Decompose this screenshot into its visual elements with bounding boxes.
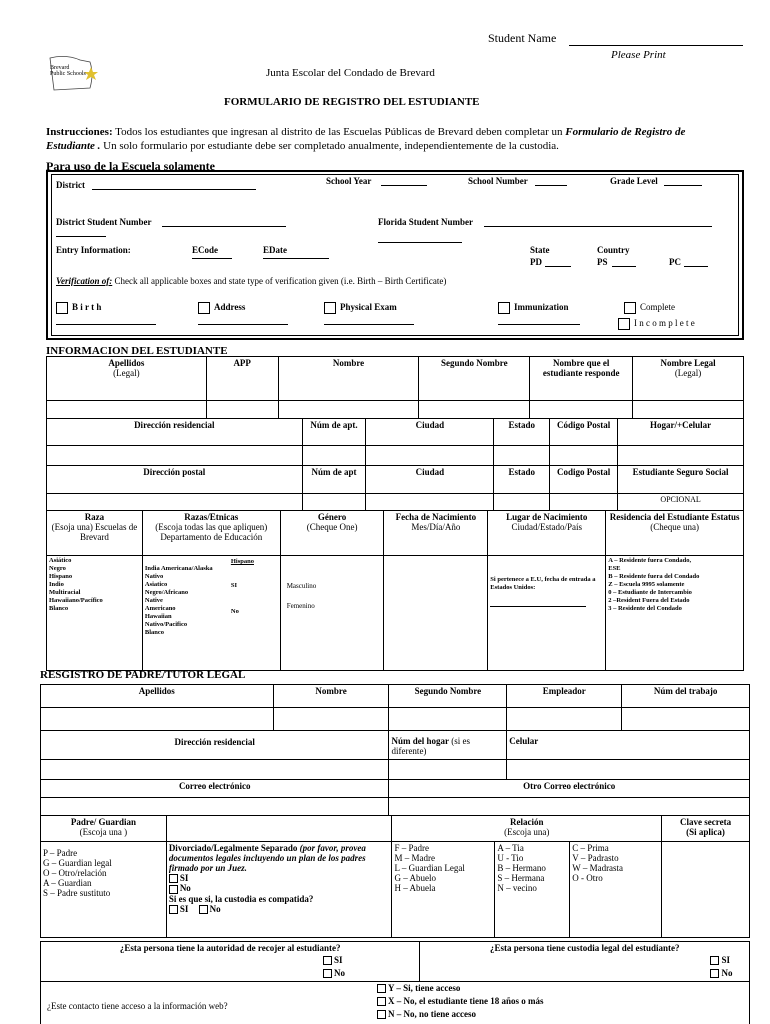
app-header: APP [206,357,278,401]
direccion-header: Dirección residencial [47,419,303,446]
otro-correo-header: Otro Correo electrónico [389,780,750,798]
florida-student-number-label: Florida Student Number [378,217,474,227]
recoger-question: ¿Esta persona tiene la autoridad de recojer al estudiante? [119,943,341,953]
divorciado-no[interactable]: No [169,883,191,893]
app-input[interactable] [206,401,278,419]
apellidos-header: Apellidos (Legal) [47,357,207,401]
verification-line: Verification of: Check all applicable boxes and state type of verification given (i.e. Birth – Birth Certificate) [56,276,447,286]
seguro-social-header: Estudiante Seguro Social [618,466,744,494]
estado-input[interactable] [494,446,550,466]
nombre-input[interactable] [278,401,419,419]
parent-celular-input[interactable] [507,760,750,780]
incomplete-box-icon[interactable] [618,318,630,330]
codigo-header: Código Postal [550,419,618,446]
recoger-si[interactable]: SI [323,955,343,965]
parent-nombre-input[interactable] [273,708,389,731]
custodia-si[interactable]: SI [169,904,189,914]
parent-direccion-input[interactable] [41,760,389,780]
correo-header: Correo electrónico [41,780,389,798]
entry-rule [56,236,106,237]
nombre-header: Nombre [278,357,419,401]
nombre-legal-header: Nombre Legal (Legal) [633,357,744,401]
school-year-field[interactable] [381,185,427,186]
hogar-input[interactable] [618,446,744,466]
raza-options[interactable]: Asiático Negro Hispano Indio Multiracial Hawaiiano/Pacífico Blanco [47,556,143,671]
pd-label: PD [530,257,542,267]
school-use-title: Para uso de la Escuela solamente [46,159,215,173]
ciudad-input[interactable] [366,446,494,466]
school-number-label: School Number [468,176,528,186]
district-label: District [56,180,85,190]
instructions: Instrucciones: Todos los estudiantes que ingresan al distrito de las Escuelas Públicas de Brevard deben completar un Formulario de Registro de Estudiante . Un solo formulario por estudiante debe ser completado anualmente, independientemente de la custodia. [46,126,686,152]
relacion-options-2[interactable]: A – Tia U - Tio B – Hermano S – Hermana N – vecino [495,842,570,938]
state-label: State [530,245,550,255]
grade-level-label: Grade Level [610,176,658,186]
custodia-legal-si[interactable]: SI [710,955,730,965]
ecode-label: ECode [192,245,219,255]
brevard-logo: Brevard Public Schools [46,54,102,94]
district-student-number-field[interactable] [162,226,286,227]
checkbox-icon[interactable] [377,997,386,1006]
fecha-input[interactable] [384,556,488,671]
pickup-table [40,941,750,982]
checkbox-icon[interactable] [169,905,178,914]
postal-header: Dirección postal [47,466,303,494]
divorciado-spacer [166,816,392,842]
checkbox-icon[interactable] [169,874,178,883]
residencia-options[interactable]: A – Residente fuera Condado, ESE B – Residente fuera del Condado Z – Escuela 9995 solamente 0 – Estudiante de Intercambio 2 –Resident Fuera del Estado 3 – Residente del Condado [606,556,744,671]
parent-hogar-header: Núm del hogar (si es diferente) [389,731,507,760]
estado-header: Estado [494,419,550,446]
florida-line-2[interactable] [378,242,462,243]
ciudad2-input[interactable] [366,494,494,511]
school-board: Junta Escolar del Condado de Brevard [266,67,435,79]
codigo2-header: Codigo Postal [550,466,618,494]
entry-information-label: Entry Information: [56,245,131,255]
padre-guardian-header: Padre/ Guardian (Escoja una ) [41,816,167,842]
parent-direccion-header: Dirección residencial [41,731,389,760]
physical-exam-checkbox[interactable]: Physical Exam [324,302,397,314]
immunization-box-icon[interactable] [498,302,510,314]
ecode-field[interactable] [192,258,232,259]
checkbox-icon[interactable] [710,969,719,978]
relacion-options-1[interactable]: F – Padre M – Madre L – Guardian Legal G – Abuelo H – Abuela [392,842,495,938]
physical-field[interactable] [324,324,414,325]
razas-header: Razas/Etnicas (Escoja todas las que apliquen) Departamento de Educación [142,511,280,556]
genero-header: Género (Cheque One) [280,511,384,556]
genero-options[interactable]: Masculino Femenino [280,556,384,671]
nombre-responde-header: Nombre que el estudiante responde [530,357,633,401]
recoger-cell [41,942,420,982]
please-print: Please Print [611,49,666,61]
opcional-label: OPCIONAL [618,494,744,511]
fecha-header: Fecha de Nacimiento Mes/Día/Año [384,511,488,556]
web-question: ¿Este contacto tiene acceso a la información web? [47,1001,228,1011]
address-field[interactable] [198,324,288,325]
address-box-icon[interactable] [198,302,210,314]
otro-correo-input[interactable] [389,798,750,816]
estado2-header: Estado [494,466,550,494]
ps-label: PS [597,257,608,267]
lugar-header: Lugar de Nacimiento Ciudad/Estado/País [488,511,606,556]
segundo-nombre-header: Segundo Nombre [419,357,530,401]
padre-options[interactable]: P – Padre G – Guardian legal O – Otro/relación A – Guardian S – Padre sustituto [41,842,167,938]
student-name-label: Student Name [488,31,557,45]
divorciado-cell[interactable]: Divorciado/Legalmente Separado (por favor, provea documentos legales incluyendo un plan de los padres firmado por un Juez. SI No Si es que si, la custodia es compatida? SI No [166,842,392,938]
apt-input[interactable] [302,446,366,466]
segundo-input[interactable] [419,401,530,419]
correo-input[interactable] [41,798,389,816]
parent-apellidos-header: Apellidos [41,685,274,708]
birth-checkbox[interactable]: B i r t h [56,302,101,314]
district-student-number-label: District Student Number [56,217,152,227]
edate-field[interactable] [263,258,329,259]
student-table [46,356,744,419]
school-use-box [46,170,744,340]
custodia-legal-cell [420,942,750,982]
estado2-input[interactable] [494,494,550,511]
parent-apellidos-input[interactable] [41,708,274,731]
checkbox-icon[interactable] [377,984,386,993]
address-checkbox[interactable]: Address [198,302,245,314]
pc-field[interactable] [684,266,708,267]
apellidos-input[interactable] [47,401,207,419]
grade-level-field[interactable] [664,185,702,186]
clave-input[interactable] [662,842,750,938]
nombre-legal-input[interactable] [633,401,744,419]
florida-student-number-field[interactable] [484,226,712,227]
hispano-label: Hispano [230,558,254,565]
apt-header: Núm de apt. [302,419,366,446]
demographics-table [46,510,744,671]
ps-field[interactable] [612,266,636,267]
checkbox-icon[interactable] [199,905,208,914]
web-access-section [40,981,750,1024]
student-address-table [46,418,744,511]
form-title: FORMULARIO DE REGISTRO DEL ESTUDIANTE [224,96,480,108]
relacion-options-3[interactable]: C – Prima V – Padrasto W – Madrasta O - Otro [570,842,662,938]
country-label: Country [597,245,630,255]
divorciado-si[interactable]: SI [169,873,189,883]
hispano-si[interactable]: SI [230,582,238,589]
parent-hogar-input[interactable] [389,760,507,780]
school-year-label: School Year [326,176,372,186]
physical-box-icon[interactable] [324,302,336,314]
custodia-legal-no[interactable]: No [710,968,732,978]
ciudad-header: Ciudad [366,419,494,446]
student-name-field[interactable] [569,45,743,46]
birth-box-icon[interactable] [56,302,68,314]
residencia-header: Residencia del Estudiante Estatus (Cheque una) [606,511,744,556]
empleador-input[interactable] [507,708,622,731]
custodia-legal-question: ¿Esta persona tiene custodia legal del estudiante? [489,943,680,953]
custodia-no[interactable]: No [199,904,221,914]
recoger-no[interactable]: No [323,968,345,978]
relationship-table [40,815,750,938]
pd-field[interactable] [545,266,571,267]
parent-title: RESGISTRO DE PADRE/TUTOR LEGAL [40,669,246,681]
codigo-input[interactable] [550,446,618,466]
ciudad2-header: Ciudad [366,466,494,494]
codigo2-input[interactable] [550,494,618,511]
apt2-input[interactable] [302,494,366,511]
responde-input[interactable] [530,401,633,419]
immunization-field[interactable] [498,324,580,325]
web-option-n[interactable]: N – No, no tiene acceso [377,1009,476,1019]
trabajo-header: Núm del trabajo [622,685,750,708]
school-number-field[interactable] [535,185,567,186]
web-option-y[interactable]: Y – Si, tiene acceso [377,983,460,993]
edate-label: EDate [263,245,287,255]
lugar-input[interactable]: Si pertenece a E.U, fecha de entrada a Estados Unidos: [488,556,606,671]
complete-box-icon[interactable] [624,302,636,314]
hispano-no[interactable]: No [230,608,239,615]
relacion-header: Relación (Escoja una) [392,816,662,842]
parent-segundo-header: Segundo Nombre [389,685,507,708]
hogar-celular-header: Hogar/+Celular [618,419,744,446]
apt2-header: Núm de apt [302,466,366,494]
parent-segundo-input[interactable] [389,708,507,731]
checkbox-icon[interactable] [323,956,332,965]
pc-label: PC [669,257,681,267]
postal-input[interactable] [47,494,303,511]
web-option-x[interactable]: X – No, el estudiante tiene 18 años o más [377,996,544,1006]
parent-nombre-header: Nombre [273,685,389,708]
checkbox-icon[interactable] [377,1010,386,1019]
parent-table [40,684,750,816]
parent-celular-header: Celular [507,731,750,760]
immunization-checkbox[interactable]: Immunization [498,302,569,314]
razas-options[interactable]: India Americana/Alaska Nativo Asiatico Negro/Africano Native Americano Hawaiian Nativo/Pacifico Blanco Hispano SI No [142,556,280,671]
checkbox-icon[interactable] [323,969,332,978]
checkbox-icon[interactable] [169,885,178,894]
trabajo-input[interactable] [622,708,750,731]
empleador-header: Empleador [507,685,622,708]
checkbox-icon[interactable] [710,956,719,965]
birth-field[interactable] [56,324,156,325]
student-info-title: INFORMACION DEL ESTUDIANTE [46,345,228,357]
raza-header: Raza (Esoja una) Escuelas de Brevard [47,511,143,556]
district-field[interactable] [92,189,256,190]
incomplete-checkbox[interactable]: I n c o m p l e t e [618,318,695,330]
direccion-input[interactable] [47,446,303,466]
clave-header: Clave secreta (Si aplica) [662,816,750,842]
complete-checkbox[interactable]: Complete [624,302,675,314]
